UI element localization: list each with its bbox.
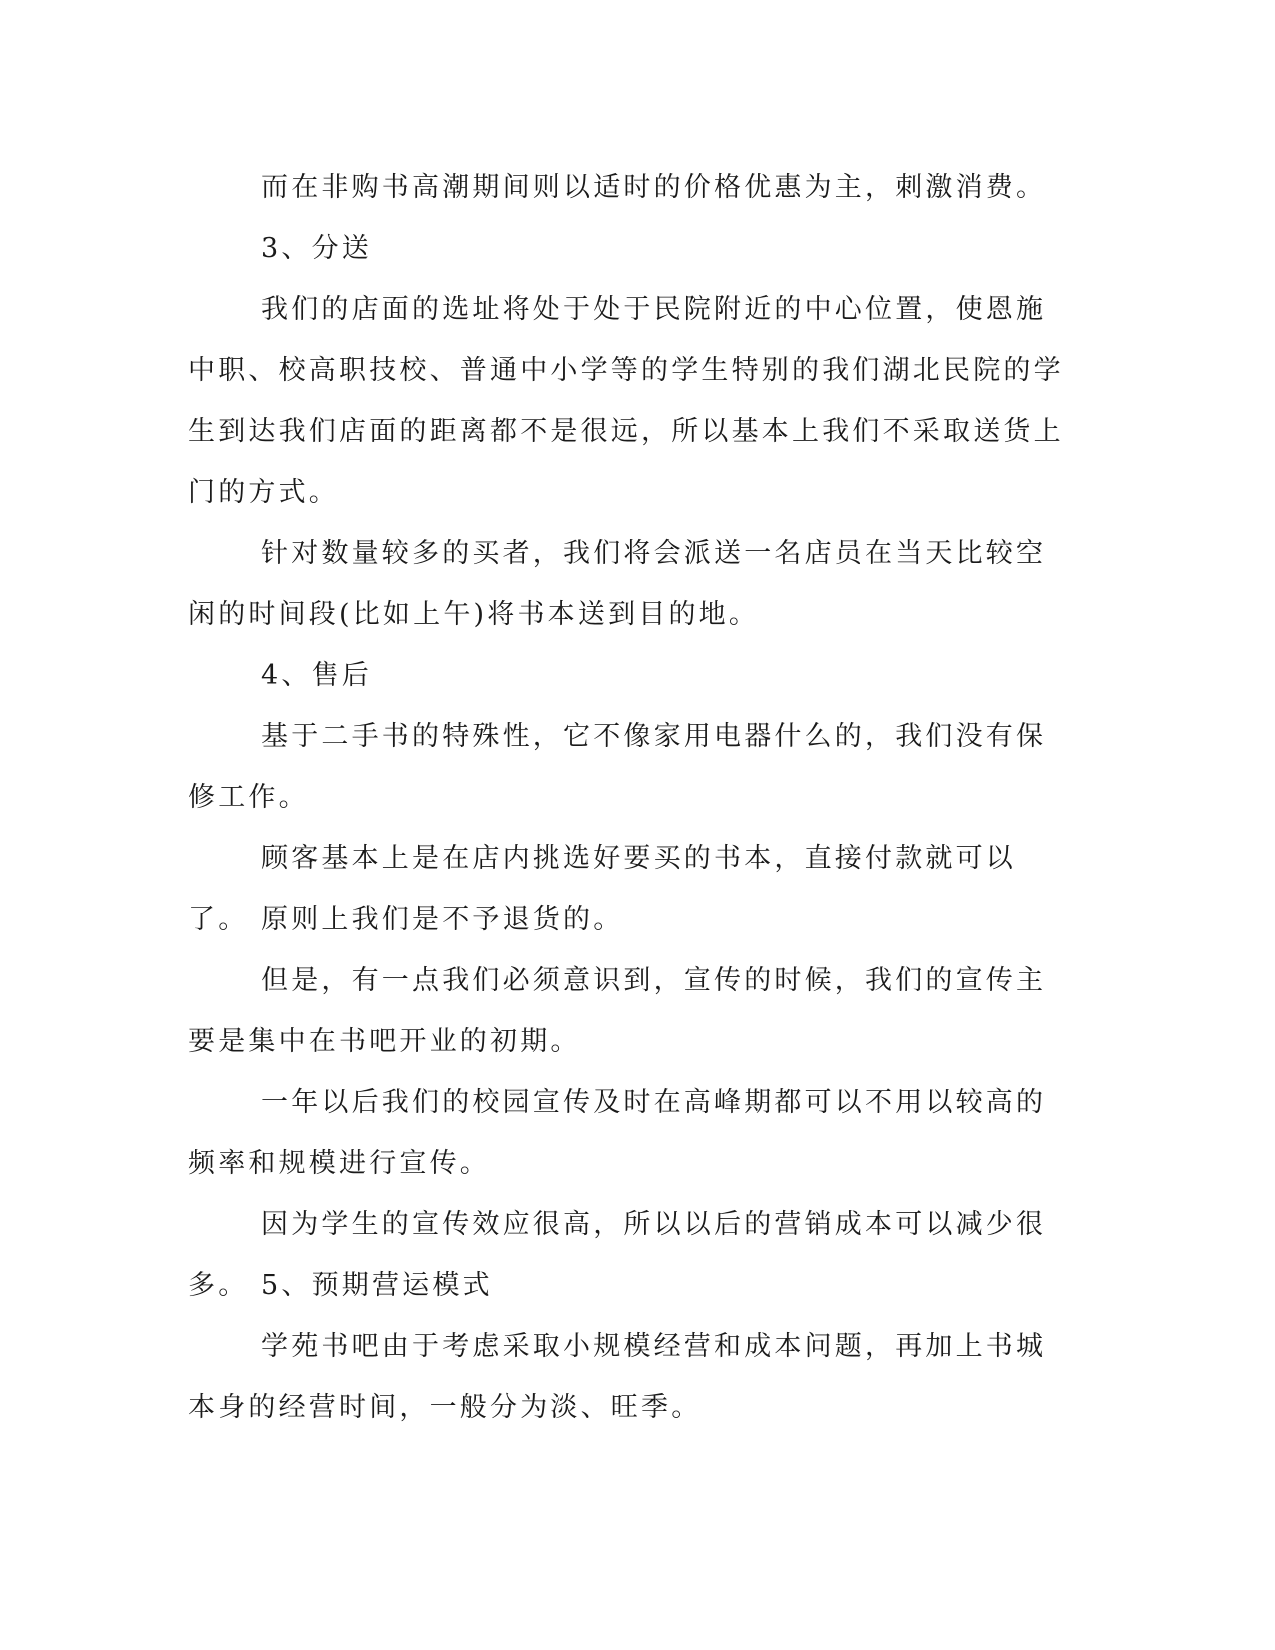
paragraph-seasons: 学苑书吧由于考虑采取小规模经营和成本问题，再加上书城本身的经营时间，一般分为淡、旺季。 — [188, 1331, 1047, 1423]
paragraph-payment: 顾客基本上是在店内挑选好要买的书本，直接付款就可以了。 — [188, 843, 1016, 935]
heading-distribution: 3、分送 — [261, 233, 372, 264]
paragraph-pricing: 而在非购书高潮期间则以适时的价格优惠为主，刺激消费。 — [261, 172, 1047, 203]
heading-after-sales: 4、售后 — [261, 660, 372, 691]
paragraph-promotion-timing: 但是，有一点我们必须意识到，宣传的时候，我们的宣传主要是集中在书吧开业的初期。 — [188, 965, 1047, 1057]
paragraph-store-location: 我们的店面的选址将处于处于民院附近的中心位置，使恩施中职、校高职技校、普通中小学等的学生特别的我们湖北民院的学生到达我们店面的距离都不是很远，所以基本上我们不采取送货上门的方式。 — [188, 294, 1064, 508]
heading-operation-mode: 5、预期营运模式 — [261, 1270, 493, 1301]
paragraph-no-repair: 基于二手书的特殊性，它不像家用电器什么的，我们没有保修工作。 — [188, 721, 1047, 813]
paragraph-no-returns: 原则上我们是不予退货的。 — [261, 904, 624, 935]
paragraph-marketing-cost: 因为学生的宣传效应很高，所以以后的营销成本可以减少很多。 — [188, 1209, 1047, 1301]
paragraph-bulk-delivery: 针对数量较多的买者，我们将会派送一名店员在当天比较空闲的时间段(比如上午)将书本送到目的地。 — [188, 538, 1047, 630]
paragraph-promotion-later: 一年以后我们的校园宣传及时在高峰期都可以不用以较高的频率和规模进行宣传。 — [188, 1087, 1047, 1179]
